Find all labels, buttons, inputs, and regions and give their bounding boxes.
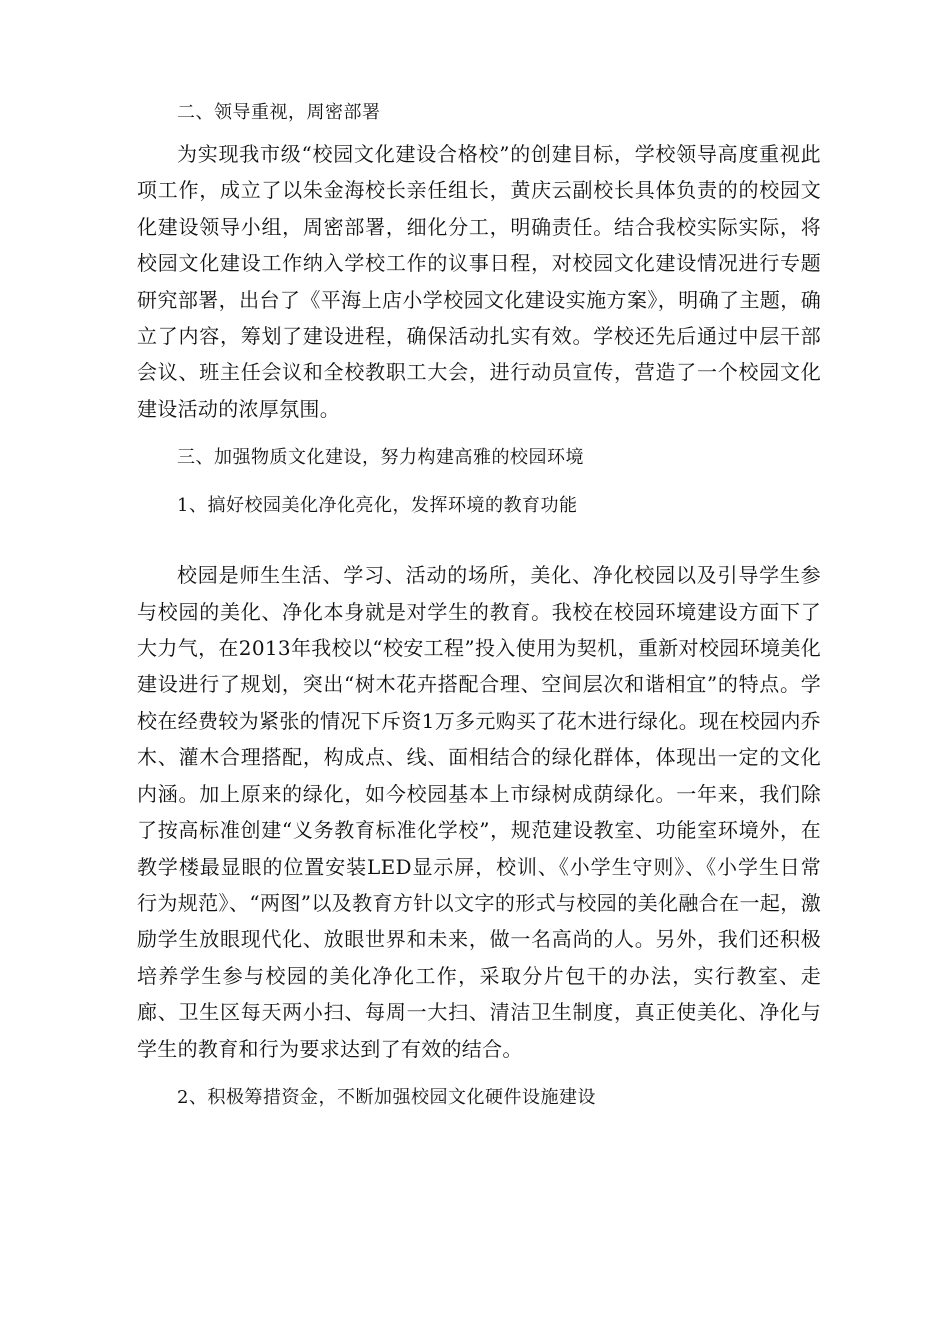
spacer (137, 1067, 821, 1081)
subheading-funding-facilities: 2、积极筹措资金，不断加强校园文化硬件设施建设 (177, 1086, 596, 1108)
paragraph-campus-environment: 校园是师生生活、学习、活动的场所，美化、净化校园以及引导学生参与校园的美化、净化本身就是对学生的教育。我校在校园环境建设方面下了大力气，在2013年我校以“校安工程”投入使用为契机，重新对校园环境美化建设进行了规划，突出“树木花卉搭配合理、空间层次和谐相宜”的特点。学校在经费较为紧张的情况下斥资1万多元购买了花木进行绿化。现在校园内乔木、灌木合理搭配，构成点、线、面相结合的绿化群体，体现出一定的文化内涵。加上原来的绿化，如今校园基本上市绿树成荫绿化。一年来，我们除了按高标准创建“义务教育标准化学校”，规范建设教室、功能室环境外，在教学楼最显眼的位置安装LED显示屏，校训、《小学生守则》、《小学生日常行为规范》、“两图”以及教育方针以文字的形式与校园的美化融合在一起，激励学生放眼现代化、放眼世界和未来，做一名高尚的人。另外，我们还积极培养学生参与校园的美化净化工作，采取分片包干的办法，实行教室、走廊、卫生区每天两小扫、每周一大扫、清洁卫生制度，真正使美化、净化与学生的教育和行为要求达到了有效的结合。 (137, 563, 821, 1061)
spacer (137, 523, 821, 557)
section-heading-leadership: 二、领导重视，周密部署 (177, 102, 381, 123)
spacer (137, 475, 821, 489)
paragraph-leadership: 为实现我市级“校园文化建设合格校”的创建目标，学校领导高度重视此项工作，成立了以朱金海校长亲任组长，黄庆云副校长具体负责的的校园文化建设领导小组，周密部署，细化分工，明确责任。结合我校实际实际，将校园文化建设工作纳入学校工作的议事日程，对校园文化建设情况进行专题研究部署，出台了《平海上店小学校园文化建设实施方案》，明确了主题，确立了内容，筹划了建设进程，确保活动扎实有效。学校还先后通过中层干部会议、班主任会议和全校教职工大会，进行动员宣传，营造了一个校园文化建设活动的浓厚氛围。 (137, 142, 821, 421)
document-body (137, 96, 821, 1115)
subheading-campus-beautification: 1、搞好校园美化净化亮化，发挥环境的教育功能 (177, 495, 578, 517)
spacer (137, 427, 821, 441)
section-heading-material-culture: 三、加强物质文化建设，努力构建高雅的校园环境 (177, 447, 584, 469)
